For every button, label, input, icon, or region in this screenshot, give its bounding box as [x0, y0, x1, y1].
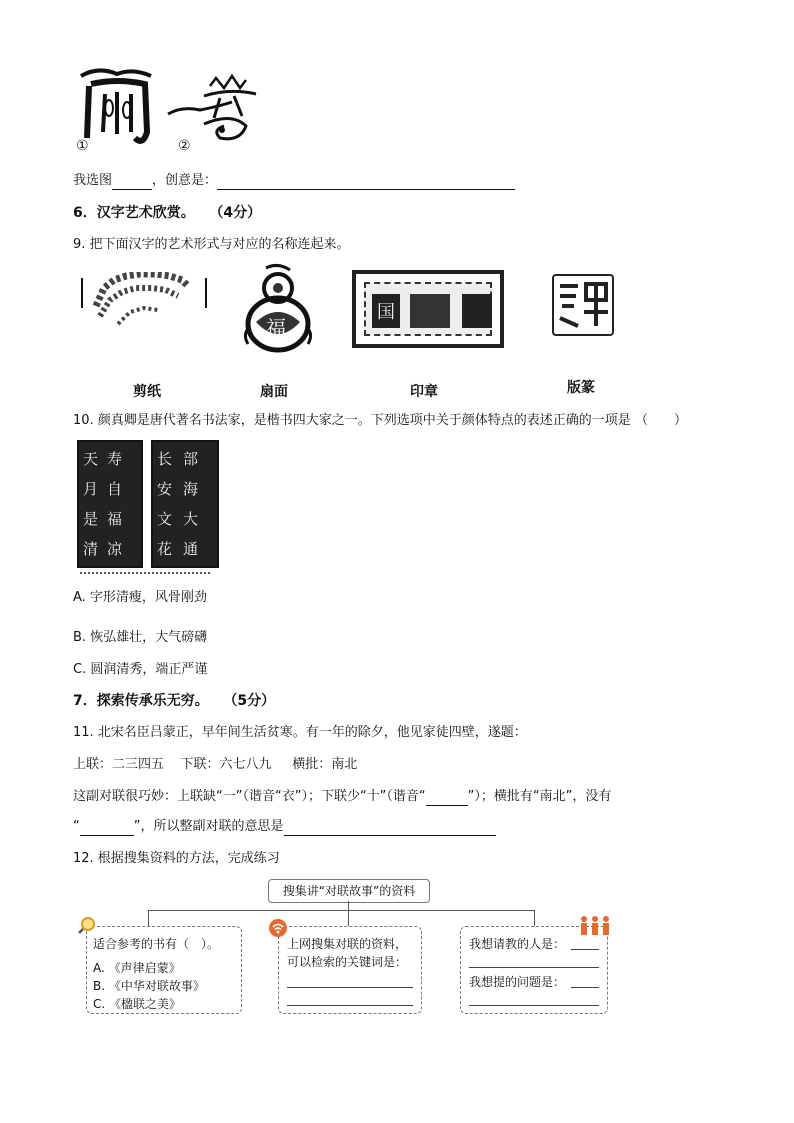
spring-character-art	[160, 66, 265, 158]
q12-keywords-box	[278, 926, 422, 1014]
tree-leg-1	[148, 910, 149, 926]
rubbing-caption	[80, 572, 210, 578]
tree-connector	[348, 901, 349, 910]
people-icon	[578, 914, 612, 936]
image-number-2: ②	[178, 138, 191, 154]
q11-blank-2[interactable]	[80, 821, 134, 836]
label-fan: 扇面	[260, 384, 288, 400]
ask-person-label: 我想请教的人是：	[469, 937, 566, 951]
gourd-papercut-picture	[236, 262, 322, 356]
q10-option-a[interactable]: A. 字形清瘦，风骨刚劲	[73, 590, 207, 605]
calligraphy-rubbing-left: 天 寿 月 自 是 福 清 凉	[77, 440, 143, 568]
q11-couplet: 上联：二三四五 下联：六七八九 横批：南北	[73, 757, 358, 772]
image-number-1: ①	[76, 138, 89, 154]
q11-text: 11. 北宋名臣吕蒙正，早年间生活贫寒。有一年的除夕，他见家徒四壁，遂题：	[73, 725, 527, 740]
q12-header: 搜集讲“对联故事”的资料	[282, 884, 416, 898]
q10-option-c[interactable]: C. 圆润清秀，端正严谨	[73, 662, 208, 677]
q12-ask-box	[460, 926, 608, 1014]
q12-books-box	[86, 926, 242, 1014]
label-plate: 版篆	[567, 380, 595, 396]
wifi-icon	[268, 918, 288, 938]
tree-leg-2	[348, 910, 349, 926]
q10-text: 10. 颜真卿是唐代著名书法家，是楷书四大家之一。下列选项中关于颜体特点的表述正确的一项是 （ ）	[73, 413, 687, 428]
label-seal: 印章	[410, 384, 438, 400]
keywords-line2: 可以检索的关键词是：	[287, 955, 408, 969]
gourd-fu-char: 福	[266, 316, 286, 340]
fan-calligraphy-picture	[78, 272, 210, 334]
label-papercut: 剪纸	[133, 384, 161, 400]
q5-answer-line: 我选图 ，创意是：	[73, 172, 515, 190]
q12-text: 12. 根据搜集资料的方法，完成练习	[73, 851, 280, 866]
section-7-title: 7．探索传承乐无穷。 （5分）	[73, 693, 276, 709]
q11-explanation-line1: 这副对联很巧妙：上联缺“一”（谐音“衣”）；下联少“十”（谐音“ ”）；横批有“南北”，没有	[73, 789, 612, 804]
ask-person-blank[interactable]	[571, 935, 599, 950]
calligraphy-rubbing-right: 长 部 安 海 文 大 花 通	[151, 440, 219, 568]
magnifier-icon	[78, 916, 96, 934]
q11-explanation-line2: “ ”，所以整副对联的意思是	[73, 818, 496, 836]
ask-person-blank-2[interactable]	[469, 955, 599, 968]
seal-plaque-picture	[352, 270, 504, 348]
ask-question-blank[interactable]	[571, 973, 599, 988]
books-option-c[interactable]: C. 《楹联之美》	[93, 997, 182, 1011]
keywords-line1: 上网搜集对联的资料，	[287, 937, 408, 951]
keywords-blank-2[interactable]	[287, 993, 413, 1006]
books-option-a[interactable]: A. 《声律启蒙》	[93, 961, 181, 975]
q11-meaning-blank[interactable]	[284, 821, 496, 836]
ask-question-label: 我想提的问题是：	[469, 975, 566, 989]
tree-leg-3	[534, 910, 535, 926]
q5-choice-blank[interactable]	[112, 175, 152, 190]
q5-idea-blank[interactable]	[217, 175, 515, 190]
keywords-blank-1[interactable]	[287, 975, 413, 988]
seal-stamp-picture	[552, 274, 614, 336]
plaque-char: 国	[377, 302, 395, 323]
tree-branch	[148, 910, 534, 911]
ask-question-blank-2[interactable]	[469, 993, 599, 1006]
q9-text: 9. 把下面汉字的艺术形式与对应的名称连起来。	[73, 237, 350, 252]
q11-blank-1[interactable]	[426, 791, 468, 806]
q12-header-box	[268, 879, 430, 903]
books-option-b[interactable]: B. 《中华对联故事》	[93, 979, 205, 993]
section-6-title: 6．汉字艺术欣赏。 （4分）	[73, 205, 262, 221]
q10-option-b[interactable]: B. 恢弘雄壮，大气磅礴	[73, 630, 208, 645]
books-title: 适合参考的书有（ ）。	[93, 937, 220, 951]
